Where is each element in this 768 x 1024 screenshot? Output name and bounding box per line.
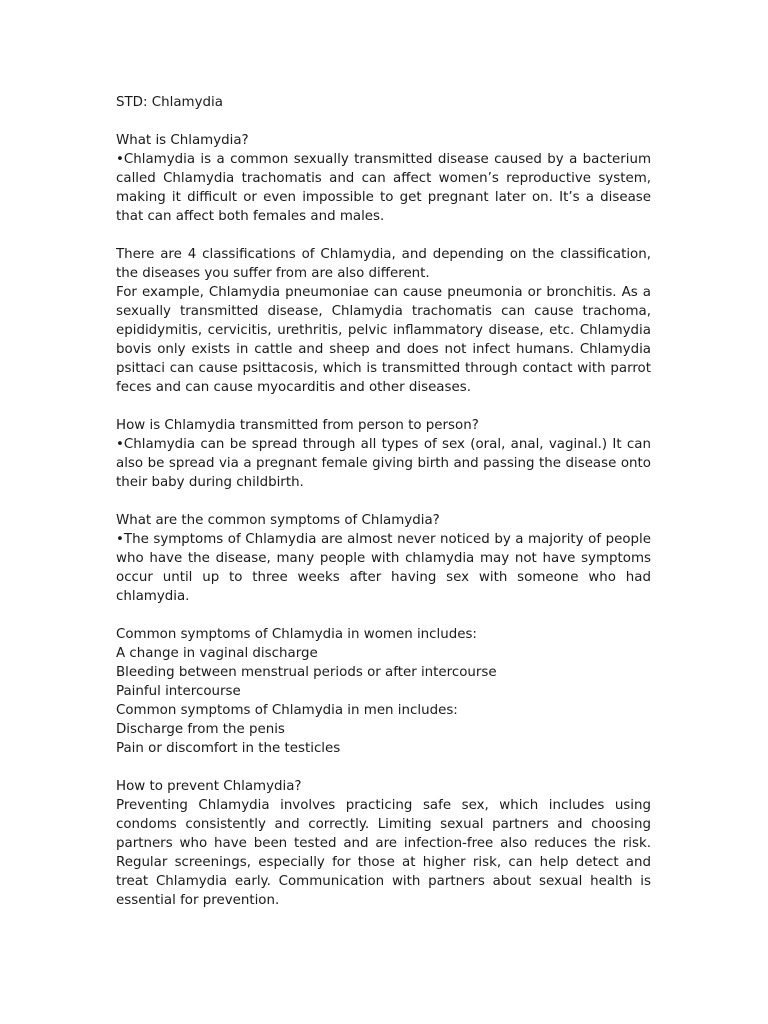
spacer <box>116 606 651 625</box>
paragraph-prevention: Preventing Chlamydia involves practicing safe sex, which includes using condoms consistently and correctly. Limiting sexual partners and choosing partners who have been tested and are infection-free also reduces the risk. Regular screenings, especially for those at higher risk, can help detect and treat Chlamydia early. Communication with partners about sexual health is essential for prevention. <box>116 798 651 908</box>
document-title: STD: Chlamydia <box>116 95 223 110</box>
paragraph-what-is: •Chlamydia is a common sexually transmitted disease caused by a bacterium called Chlamydia trachomatis and can affect women’s reproductive system, making it difficult or even impossible to get pregnant later on. It’s a disease that can affect both females and males. <box>116 152 651 224</box>
spacer <box>116 226 651 245</box>
spacer <box>116 112 651 131</box>
paragraph-transmission: •Chlamydia can be spread through all types of sex (oral, anal, vaginal.) It can also be spread via a pregnant female giving birth and passing the disease onto their baby during childbirth. <box>116 437 651 490</box>
list-item: Pain or discomfort in the testicles <box>116 741 341 756</box>
section-heading-what-is: What is Chlamydia? <box>116 133 249 148</box>
list-item: Discharge from the penis <box>116 722 285 737</box>
list-item: Bleeding between menstrual periods or after intercourse <box>116 665 497 680</box>
list-item: A change in vaginal discharge <box>116 646 318 661</box>
section-heading-prevention: How to prevent Chlamydia? <box>116 779 302 794</box>
spacer <box>116 492 651 511</box>
paragraph-classifications-example: For example, Chlamydia pneumoniae can cause pneumonia or bronchitis. As a sexually transmitted disease, Chlamydia trachomatis can cause trachoma, epididymitis, cervicitis, urethritis, pelvic inflammatory disease, etc. Chlamydia bovis only exists in cattle and sheep and does not infect humans. Chlamydia psittaci can cause psittacosis, which is transmitted through contact with parrot feces and can cause myocarditis and other diseases. <box>116 285 651 395</box>
women-symptoms-heading: Common symptoms of Chlamydia in women includes: <box>116 627 477 642</box>
paragraph-symptoms: •The symptoms of Chlamydia are almost never noticed by a majority of people who have the disease, many people with chlamydia may not have symptoms occur until up to three weeks after having sex with someone who had chlamydia. <box>116 532 651 604</box>
paragraph-classifications-intro: There are 4 classifications of Chlamydia, and depending on the classification, the diseases you suffer from are also different. <box>116 247 651 281</box>
men-symptoms-heading: Common symptoms of Chlamydia in men includes: <box>116 703 458 718</box>
document-page <box>116 93 651 910</box>
section-heading-symptoms: What are the common symptoms of Chlamydia? <box>116 513 440 528</box>
spacer <box>116 397 651 416</box>
spacer <box>116 758 651 777</box>
list-item: Painful intercourse <box>116 684 241 699</box>
section-heading-transmission: How is Chlamydia transmitted from person to person? <box>116 418 479 433</box>
